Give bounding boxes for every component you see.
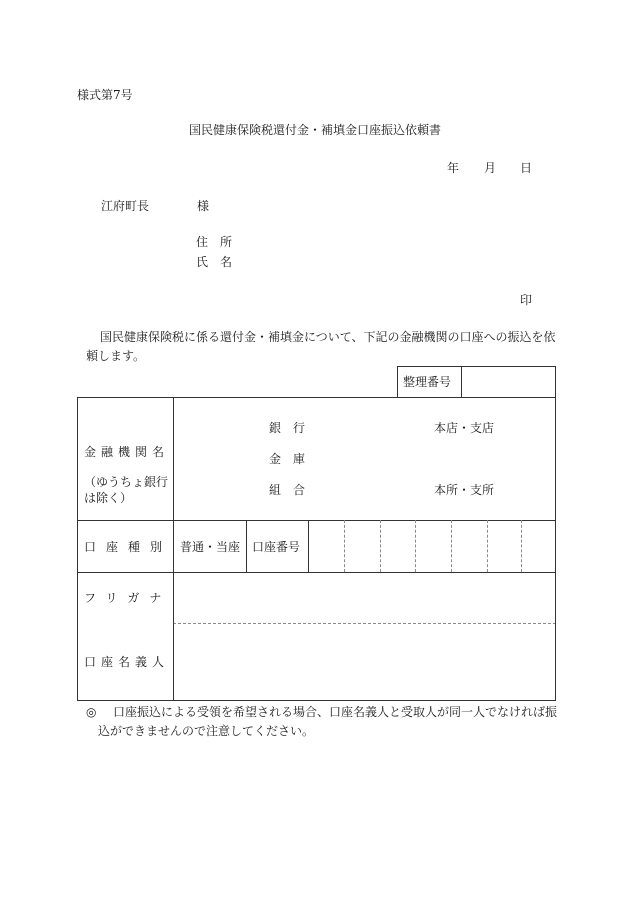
date-month: 月 xyxy=(484,161,497,175)
date-year: 年 xyxy=(447,161,460,175)
account-type-label: 口座種別 xyxy=(84,540,173,554)
name-label: 氏 名 xyxy=(196,255,233,269)
furigana-label: フリガナ xyxy=(84,591,172,605)
request-text-line1: 国民健康保険税に係る還付金・補填金について、下記の金融機関の口座への振込を依 xyxy=(100,330,556,344)
ref-number-label: 整理番号 xyxy=(403,375,452,389)
ref-number-value xyxy=(464,368,552,395)
account-holder-label: 口座名義人 xyxy=(84,655,170,669)
union-label: 組 合 xyxy=(269,483,306,497)
addressee-honorific: 様 xyxy=(197,199,210,213)
account-number-label: 口座番号 xyxy=(252,540,301,554)
form-number: 様式第7号 xyxy=(77,88,133,102)
account-type-value: 普通・当座 xyxy=(180,540,241,554)
branch-main-label: 本店・支店 xyxy=(434,421,495,435)
institution-note: （ゆうちょ銀行は除く） xyxy=(84,475,169,505)
note-mark: ◎ xyxy=(86,705,97,719)
shinkin-label: 金 庫 xyxy=(269,452,306,466)
document-title: 国民健康保険税還付金・補填金口座振込依頼書 xyxy=(188,123,441,137)
date-day: 日 xyxy=(520,161,533,175)
address-label: 住 所 xyxy=(196,235,233,249)
bank-label: 銀 行 xyxy=(269,421,306,435)
note-line2: 込ができませんので注意してください。 xyxy=(98,724,315,738)
addressee-name: 江府町長 xyxy=(101,199,150,213)
branch-office-label: 本所・支所 xyxy=(434,483,495,497)
institution-label: 金融機関名 xyxy=(84,445,170,459)
seal-mark: 印 xyxy=(520,293,533,307)
note-line1: 口座振込による受領を希望される場合、口座名義人と受取人が同一人でなければ振 xyxy=(113,705,558,719)
request-text-line2: 頼します。 xyxy=(86,349,146,363)
